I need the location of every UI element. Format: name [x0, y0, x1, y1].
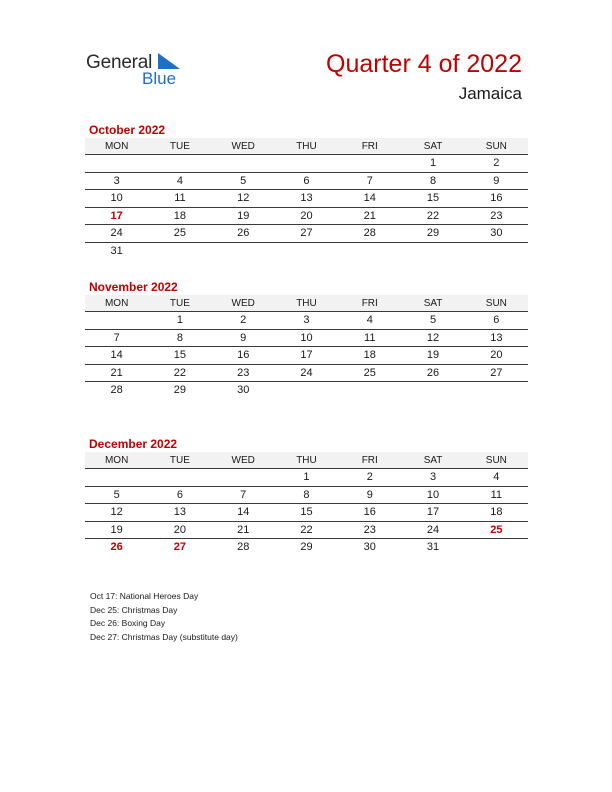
day-cell: 13 — [465, 329, 528, 347]
day-cell: 25 — [338, 364, 401, 382]
day-cell — [465, 539, 528, 556]
day-cell: 30 — [363, 541, 376, 554]
holiday-notes — [90, 590, 238, 644]
day-cell: 9 — [338, 486, 401, 504]
logo-triangle-icon — [158, 53, 180, 69]
day-cell — [275, 242, 338, 259]
day-cell: 18 — [148, 207, 211, 225]
day-cell: 3 — [401, 469, 464, 487]
day-cell: 8 — [275, 486, 338, 504]
day-cell: 2 — [212, 312, 275, 330]
day-cell: 11 — [338, 329, 401, 347]
day-cell: 7 — [212, 486, 275, 504]
day-cell: 6 — [275, 172, 338, 190]
week-row — [85, 469, 528, 487]
day-cell: 16 — [212, 347, 275, 365]
day-cell: 1 — [275, 469, 338, 487]
holiday-note: Dec 27: Christmas Day (substitute day) — [90, 631, 238, 642]
day-cell — [338, 242, 401, 259]
day-cell: 29 — [300, 541, 313, 554]
weekday-header: SAT — [401, 138, 464, 155]
day-cell: 15 — [148, 347, 211, 365]
day-cell — [401, 242, 464, 259]
day-cell: 22 — [275, 521, 338, 539]
weekday-header: THU — [275, 295, 338, 312]
weekday-header: SUN — [465, 295, 528, 312]
day-cell — [212, 469, 275, 487]
week-row — [85, 190, 528, 208]
week-row — [85, 312, 528, 330]
day-cell — [465, 242, 528, 259]
day-cell: 27 — [173, 541, 187, 554]
weekday-header: FRI — [338, 138, 401, 155]
day-cell: 10 — [401, 486, 464, 504]
day-cell: 24 — [275, 364, 338, 382]
month-title: November 2022 — [89, 280, 178, 294]
day-cell: 24 — [85, 225, 148, 243]
day-cell: 1 — [401, 155, 464, 173]
day-cell — [85, 155, 148, 173]
day-cell: 15 — [401, 190, 464, 208]
weekday-header: SUN — [465, 138, 528, 155]
weekday-header: THU — [275, 452, 338, 469]
weekday-header: TUE — [148, 295, 211, 312]
day-cell: 14 — [85, 347, 148, 365]
day-cell: 3 — [275, 312, 338, 330]
day-cell: 29 — [173, 384, 187, 397]
day-cell: 11 — [148, 190, 211, 208]
day-cell: 17 — [275, 347, 338, 365]
day-cell — [401, 382, 464, 399]
week-row — [85, 172, 528, 190]
day-cell: 12 — [212, 190, 275, 208]
day-cell: 7 — [85, 329, 148, 347]
weekday-header: SAT — [401, 452, 464, 469]
holiday-note: Dec 25: Christmas Day — [90, 604, 178, 615]
day-cell: 16 — [465, 190, 528, 208]
weekday-header: MON — [85, 295, 148, 312]
week-row — [85, 207, 528, 225]
day-cell — [85, 312, 148, 330]
week-row — [85, 539, 528, 556]
day-cell: 13 — [148, 504, 211, 522]
day-cell: 31 — [426, 541, 440, 554]
weekday-header: FRI — [338, 295, 401, 312]
day-cell: 10 — [275, 329, 338, 347]
week-row — [85, 364, 528, 382]
day-cell: 8 — [401, 172, 464, 190]
day-cell: 11 — [465, 486, 528, 504]
month-december — [85, 436, 528, 556]
logo-text-general: General — [86, 52, 153, 73]
day-cell — [148, 242, 211, 259]
week-row — [85, 242, 528, 259]
day-cell: 24 — [401, 521, 464, 539]
week-row — [85, 347, 528, 365]
weekday-header: TUE — [148, 452, 211, 469]
week-row — [85, 504, 528, 522]
day-cell: 20 — [148, 521, 211, 539]
week-row — [85, 486, 528, 504]
day-cell: 19 — [212, 207, 275, 225]
week-row — [85, 155, 528, 173]
day-cell: 21 — [338, 207, 401, 225]
weekday-header: WED — [212, 452, 275, 469]
day-cell: 27 — [465, 364, 528, 382]
day-cell: 26 — [110, 541, 123, 554]
day-cell: 21 — [85, 364, 148, 382]
day-cell: 28 — [110, 384, 123, 397]
holiday-note: Oct 17: National Heroes Day — [90, 591, 199, 601]
day-cell: 4 — [148, 172, 211, 190]
day-cell: 5 — [212, 172, 275, 190]
day-cell: 12 — [85, 504, 148, 522]
weekday-header: WED — [212, 138, 275, 155]
day-cell: 4 — [338, 312, 401, 330]
calendar-grid — [85, 452, 528, 556]
day-cell: 8 — [148, 329, 211, 347]
day-cell: 21 — [212, 521, 275, 539]
day-cell: 2 — [338, 469, 401, 487]
weekday-header: FRI — [338, 452, 401, 469]
day-cell: 9 — [212, 329, 275, 347]
day-cell: 28 — [237, 541, 250, 554]
day-cell: 18 — [338, 347, 401, 365]
day-cell: 7 — [338, 172, 401, 190]
month-october — [85, 122, 528, 259]
weekday-header: THU — [275, 138, 338, 155]
day-cell: 31 — [110, 244, 123, 257]
country-name: Jamaica — [458, 84, 522, 103]
day-cell: 2 — [465, 155, 528, 173]
day-cell: 15 — [275, 504, 338, 522]
weekday-header: SUN — [465, 452, 528, 469]
day-cell: 25 — [465, 521, 528, 539]
day-cell: 1 — [148, 312, 211, 330]
day-cell: 4 — [465, 469, 528, 487]
week-row — [85, 521, 528, 539]
weekday-header: TUE — [148, 138, 211, 155]
month-title: December 2022 — [89, 437, 178, 451]
day-cell: 22 — [148, 364, 211, 382]
day-cell: 18 — [465, 504, 528, 522]
day-cell: 28 — [338, 225, 401, 243]
day-cell — [148, 469, 211, 487]
day-cell: 10 — [85, 190, 148, 208]
day-cell: 19 — [85, 521, 148, 539]
brand-logo — [86, 50, 196, 90]
day-cell: 23 — [465, 207, 528, 225]
weekday-header: MON — [85, 138, 148, 155]
day-cell: 30 — [237, 384, 250, 397]
day-cell: 20 — [275, 207, 338, 225]
day-cell: 12 — [401, 329, 464, 347]
day-cell: 17 — [401, 504, 464, 522]
calendar-grid — [85, 295, 528, 399]
day-cell: 3 — [85, 172, 148, 190]
day-cell — [338, 155, 401, 173]
day-cell: 5 — [401, 312, 464, 330]
page-title: Quarter 4 of 2022 — [326, 50, 522, 78]
day-cell: 22 — [401, 207, 464, 225]
holiday-note: Dec 26: Boxing Day — [90, 618, 166, 628]
day-cell: 29 — [401, 225, 464, 243]
day-cell: 26 — [212, 225, 275, 243]
day-cell: 16 — [338, 504, 401, 522]
day-cell: 25 — [148, 225, 211, 243]
weekday-header: MON — [85, 452, 148, 469]
week-row — [85, 382, 528, 399]
day-cell — [275, 382, 338, 399]
day-cell: 26 — [401, 364, 464, 382]
day-cell: 14 — [212, 504, 275, 522]
week-row — [85, 329, 528, 347]
month-november — [85, 279, 528, 399]
day-cell — [212, 242, 275, 259]
day-cell: 13 — [275, 190, 338, 208]
day-cell: 6 — [148, 486, 211, 504]
day-cell: 19 — [401, 347, 464, 365]
day-cell — [85, 469, 148, 487]
logo-text-blue: Blue — [142, 69, 177, 88]
day-cell — [148, 155, 211, 173]
week-row — [85, 225, 528, 243]
day-cell: 14 — [338, 190, 401, 208]
day-cell: 30 — [465, 225, 528, 243]
day-cell: 9 — [465, 172, 528, 190]
day-cell: 6 — [465, 312, 528, 330]
calendar-grid — [85, 138, 528, 259]
day-cell — [465, 382, 528, 399]
day-cell: 17 — [85, 207, 148, 225]
day-cell: 23 — [212, 364, 275, 382]
day-cell: 5 — [85, 486, 148, 504]
day-cell: 27 — [275, 225, 338, 243]
day-cell: 20 — [465, 347, 528, 365]
weekday-header: SAT — [401, 295, 464, 312]
weekday-header: WED — [212, 295, 275, 312]
day-cell — [212, 155, 275, 173]
day-cell — [275, 155, 338, 173]
month-title: October 2022 — [89, 123, 166, 137]
day-cell: 23 — [338, 521, 401, 539]
day-cell — [338, 382, 401, 399]
